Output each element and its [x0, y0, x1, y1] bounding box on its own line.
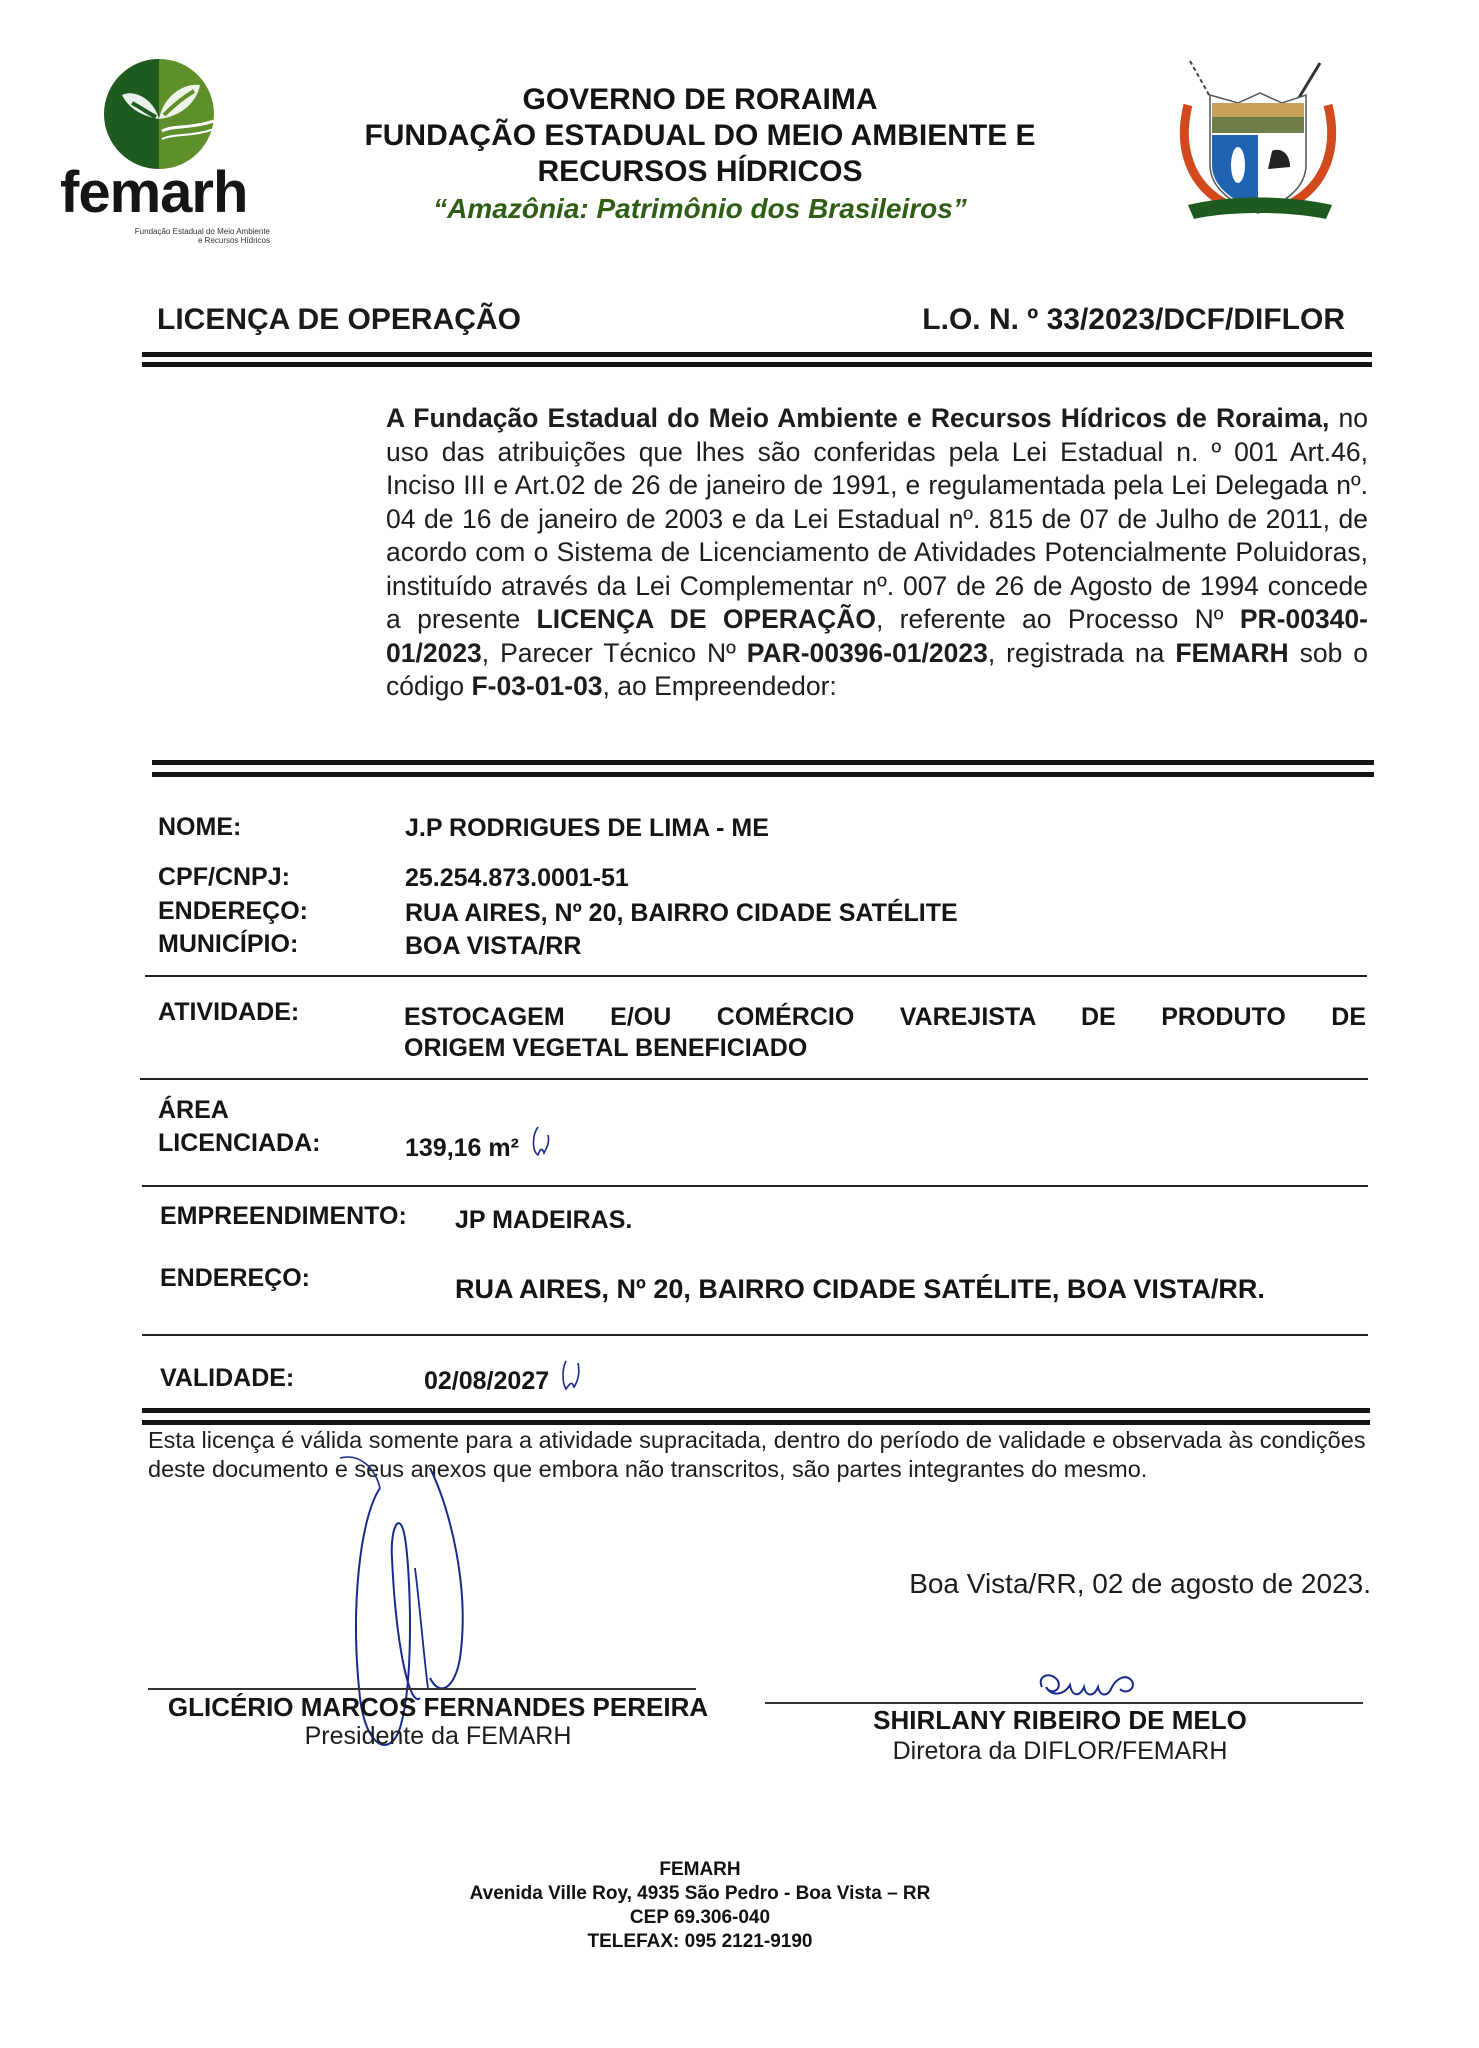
signatory-2-role: Diretora da DIFLOR/FEMARH: [892, 1737, 1228, 1765]
validade-value-text: 02/08/2027: [424, 1367, 550, 1395]
endereco-empreendimento-value: RUA AIRES, Nº 20, BAIRRO CIDADE SATÉLITE, BOA VISTA/RR.: [455, 1274, 1265, 1304]
divider-double-bottom: [142, 362, 1372, 367]
process-number: PR-00340-01/2023: [386, 604, 1368, 668]
document-number: L.O. N. º 33/2023/DCF/DIFLOR: [922, 303, 1345, 336]
cpf-cnpj-value: 25.254.873.0001-51: [405, 864, 629, 892]
intro-femarh: FEMARH: [1175, 637, 1289, 668]
intro-paragraph: [386, 402, 1368, 704]
document-type: LICENÇA DE OPERAÇÃO: [157, 303, 521, 336]
footer: [380, 1858, 1020, 1954]
nome-value: J.P RODRIGUES DE LIMA - ME: [405, 814, 769, 842]
parecer-number: PAR-00396-01/2023: [746, 637, 988, 668]
intro-license-type: LICENÇA DE OPERAÇÃO: [536, 604, 876, 634]
area-value: [405, 1133, 554, 1164]
document-header: [330, 82, 1070, 228]
logo-wordmark: femarh: [60, 160, 248, 225]
intro-text-1: no uso das atribuições que lhes são conferidas pela Lei Estadual n. º 001 Art.46, Inciso III e Art.02 de 26 de janeiro de 1991, e regulamentada pela Lei Delegada nº. 04 de 16 de janeiro de 2003 e da Lei Estadual nº. 815 de 07 de Julho de 2011, de acordo com o Sistema de Licenciamento de Atividades Potencialmente Poluidoras, instituído através da Lei Complementar nº. 007 de 26 de Agosto de 1994 concede a presente: [386, 403, 1368, 634]
initials-mark-icon: [560, 1357, 584, 1393]
intro-text-6: , ao Empreendedor:: [602, 671, 837, 701]
divider-double-bottom-3: [142, 1420, 1370, 1425]
divider-rule: [145, 975, 1367, 977]
logo-subtitle: [60, 227, 270, 245]
divider-rule: [142, 1185, 1368, 1187]
nome-label: NOME:: [158, 813, 242, 841]
validity-notice: Esta licença é válida somente para a atividade supracitada, dentro do período de validade e observada às condições deste documento e seus anexos que embora não transcritos, são partes integrantes do mesmo.: [148, 1427, 1366, 1482]
place-date: Boa Vista/RR, 02 de agosto de 2023.: [909, 1568, 1371, 1599]
header-government: GOVERNO DE RORAIMA: [522, 83, 878, 116]
signature-line-1: [148, 1688, 696, 1690]
validade-label: VALIDADE:: [160, 1364, 295, 1392]
signatory-1-name: GLICÉRIO MARCOS FERNANDES PEREIRA: [167, 1692, 709, 1722]
signatory-1-role: Presidente da FEMARH: [304, 1722, 572, 1750]
intro-text-3: , Parecer Técnico Nº: [481, 637, 747, 668]
area-value-text: 139,16 m²: [405, 1134, 519, 1162]
intro-text-4: , registrada na: [987, 637, 1176, 668]
roraima-coat-of-arms-icon: [1168, 55, 1348, 235]
intro-text-5: sob o código: [386, 637, 1368, 701]
divider-rule: [142, 1334, 1368, 1336]
atividade-label: ATIVIDADE:: [158, 998, 300, 1026]
initials-mark-icon: [530, 1125, 554, 1159]
logo-subtitle-line2: e Recursos Hídricos: [197, 236, 270, 245]
endereco-value: RUA AIRES, Nº 20, BAIRRO CIDADE SATÉLITE: [405, 899, 958, 927]
cpf-cnpj-label: CPF/CNPJ:: [158, 863, 290, 891]
femarh-logo: [58, 55, 270, 245]
atividade-value-line2: ORIGEM VEGETAL BENEFICIADO: [404, 1034, 808, 1062]
municipio-value: BOA VISTA/RR: [405, 932, 582, 960]
atividade-value-line1: ESTOCAGEM E/OU COMÉRCIO VAREJISTA DE PRODUTO DE: [404, 1003, 1366, 1031]
area-label-line2: LICENCIADA:: [158, 1129, 321, 1157]
divider-double-top-3: [142, 1408, 1370, 1413]
header-foundation-cont: RECURSOS HÍDRICOS: [537, 155, 863, 188]
divider-double-top-2: [152, 760, 1374, 765]
endereco-label: ENDEREÇO:: [158, 897, 309, 925]
endereco-empreendimento-label: ENDEREÇO:: [160, 1264, 311, 1292]
area-label-line1: ÁREA: [158, 1096, 229, 1124]
divider-rule: [140, 1078, 1368, 1080]
femarh-sprout-logo-icon: [104, 59, 214, 169]
signatory-2-name: SHIRLANY RIBEIRO DE MELO: [873, 1705, 1247, 1735]
municipio-label: MUNICÍPIO:: [158, 930, 299, 958]
intro-text-2: , referente ao Processo Nº: [875, 604, 1240, 634]
logo-subtitle-line1: Fundação Estadual do Meio Ambiente: [134, 227, 270, 236]
intro-institution: A Fundação Estadual do Meio Ambiente e Recursos Hídricos de Roraima,: [386, 403, 1330, 433]
signature-line-2: [765, 1702, 1363, 1704]
footer-org: FEMARH: [659, 1859, 741, 1880]
validade-value: [424, 1366, 584, 1397]
footer-phone: TELEFAX: 095 2121-9190: [587, 1931, 813, 1952]
header-motto: “Amazônia: Patrimônio dos Brasileiros”: [433, 193, 967, 224]
atividade-value: [404, 1002, 1366, 1064]
header-foundation: FUNDAÇÃO ESTADUAL DO MEIO AMBIENTE E: [364, 119, 1036, 152]
signature-scribble-icon: [1030, 1665, 1200, 1705]
footer-cep: CEP 69.306-040: [629, 1907, 771, 1928]
footer-address: Avenida Ville Roy, 4935 São Pedro - Boa Vista – RR: [469, 1883, 931, 1904]
empreendimento-value: JP MADEIRAS.: [455, 1206, 633, 1234]
registration-code: F-03-01-03: [471, 671, 603, 701]
divider-double-top: [142, 352, 1372, 357]
empreendimento-label: EMPREENDIMENTO:: [160, 1202, 407, 1230]
divider-double-bottom-2: [152, 772, 1374, 777]
